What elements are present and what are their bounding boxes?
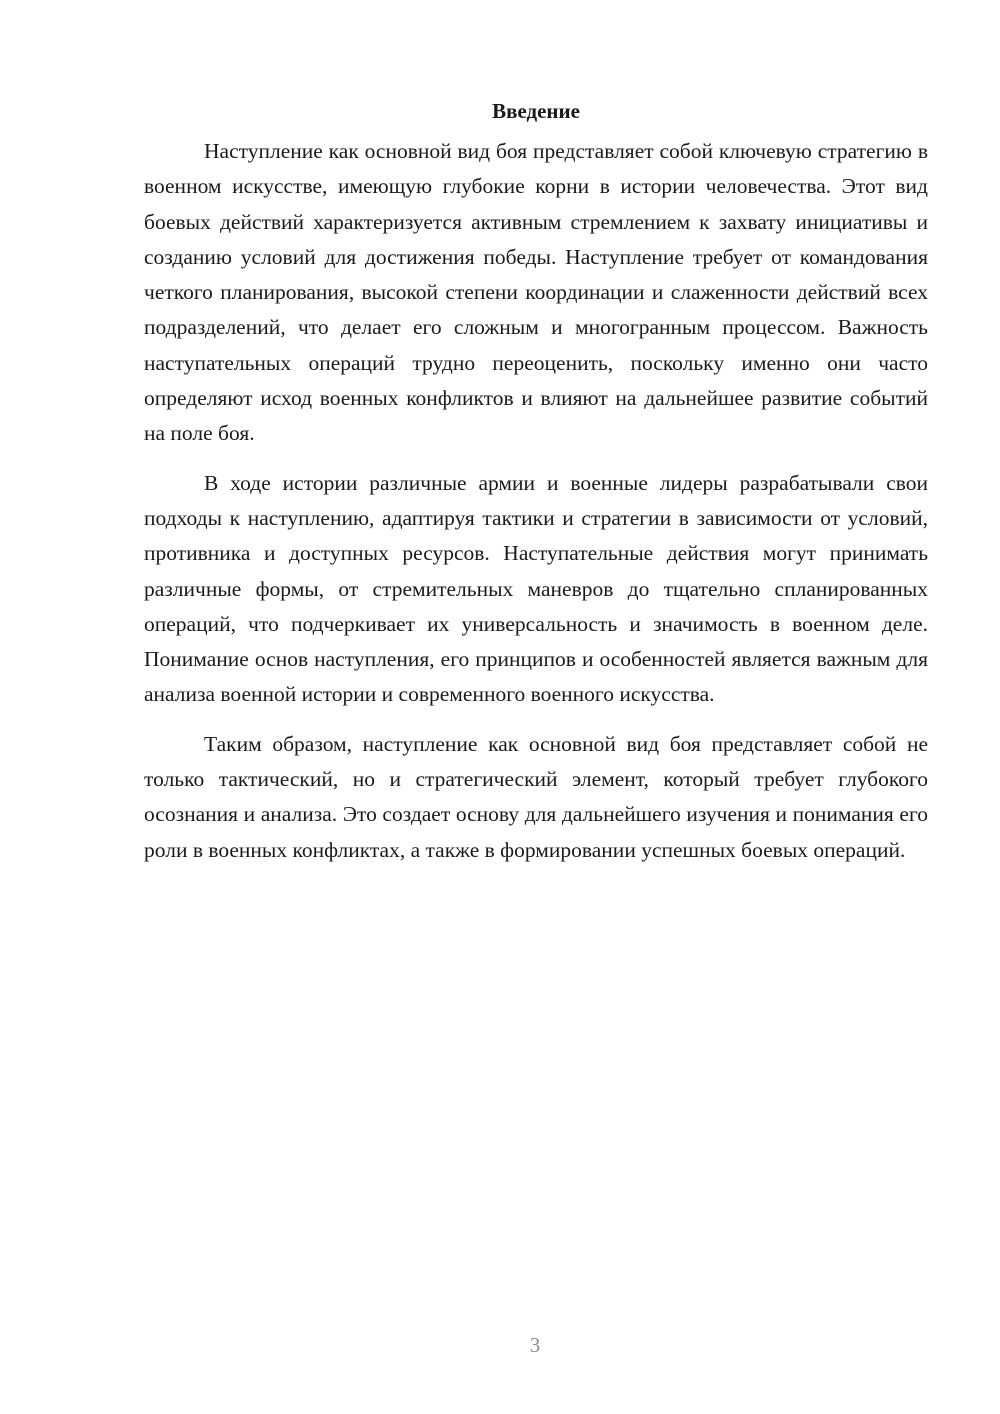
paragraph-2: В ходе истории различные армии и военные лидеры разрабатывали свои подходы к наступлению, адаптируя тактики и стратегии в зависимости от условий, противника и доступных ресурсов. Наступательные действия могут принимать различные формы, от стремительных маневров до тщательно спланированных операций, что подчеркивает их универсальность и значимость в военном деле. Понимание основ наступления, его принципов и особенностей является важным для анализа военной истории и современного военного искусства. [144,470,928,707]
page-number: 3 [529,1333,541,1357]
page-content [144,96,928,882]
paragraph-1: Наступление как основной вид боя представляет собой ключевую стратегию в военном искусстве, имеющую глубокие корни в истории человечества. Этот вид боевых действий характеризуется активным стремлением к захвату инициативы и созданию условий для достижения победы. Наступление требует от командования четкого планирования, высокой степени координации и слаженности действий всех подразделений, что делает его сложным и многогранным процессом. Важность наступательных операций трудно переоценить, поскольку именно они часто определяют исход военных конфликтов и влияют на дальнейшее развитие событий на поле боя. [144,139,928,446]
paragraph-3: Таким образом, наступление как основной вид боя представляет собой не только тактический, но и стратегический элемент, который требует глубокого осознания и анализа. Это создает основу для дальнейшего изучения и понимания его роли в военных конфликтах, а также в формировании успешных боевых операций. [144,731,928,862]
section-title: Введение [492,99,580,123]
